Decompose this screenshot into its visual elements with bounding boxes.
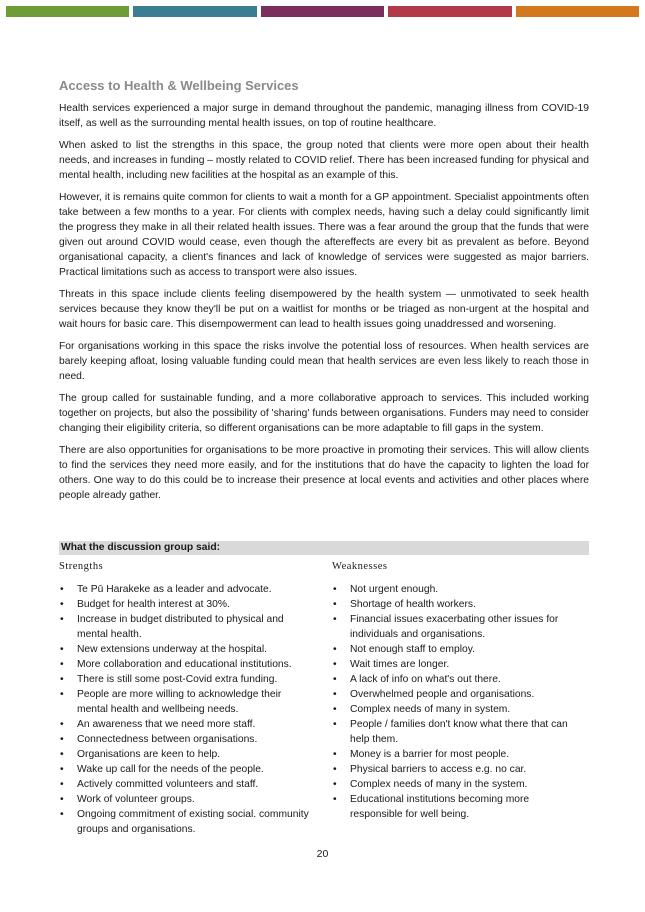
list-item: • People / families don't know what there that can help them.: [333, 719, 568, 745]
color-bar-green: [6, 6, 129, 17]
list-item: • Actively committed volunteers and staff.: [60, 779, 259, 790]
bullet-icon: •: [333, 674, 337, 685]
bullet-icon: •: [333, 749, 337, 760]
color-bar-orange: [516, 6, 639, 17]
weaknesses-list: [332, 582, 582, 822]
bullet-icon: •: [333, 584, 337, 595]
bullet-icon: •: [60, 794, 64, 805]
bullet-icon: •: [60, 764, 64, 775]
bullet-icon: •: [333, 689, 337, 700]
weaknesses-title: Weaknesses: [332, 561, 388, 572]
paragraph: However, it is remains quite common for clients to wait a month for a GP appointment. Specialist appointments often take between a few months to a year. For clients with complex needs, having such a delay could significantly limit the progress they make in all their related health issues. There was a fear around the group that the funds that were given out around COVID would cease, even though the aftereffects are every bit as prevalent as before. Beyond organisational capacity, a client's finances and lack of knowledge of services were suggested as major barriers. Practical limitations such as access to transport were also issues.: [59, 192, 589, 278]
list-item: • Physical barriers to access e.g. no car.: [333, 764, 527, 775]
bullet-icon: •: [333, 704, 337, 715]
list-item: • A lack of info on what's out there.: [333, 674, 501, 685]
list-item: • Not enough staff to employ.: [333, 644, 475, 655]
bullet-icon: •: [60, 614, 64, 625]
list-item: • Ongoing commitment of existing social. community groups and organisations.: [60, 809, 309, 835]
list-item: • Educational institutions becoming more responsible for well being.: [333, 794, 530, 820]
paragraph: Threats in this space include clients feeling disempowered by the health system — unmotivated to seek health services because they know they'll be put on a waitlist for months or be triaged as non-urgent at the hospital and wait hours for basic care. This disempowerment can lead to health issues going unaddressed and worsening.: [59, 289, 589, 330]
bullet-icon: •: [60, 734, 64, 745]
list-item: • People are more willing to acknowledge their mental health and wellbeing needs.: [60, 689, 282, 715]
bullet-icon: •: [60, 719, 64, 730]
bullet-icon: •: [60, 689, 64, 700]
bullet-icon: •: [333, 599, 337, 610]
paragraph: Health services experienced a major surge in demand throughout the pandemic, managing illness from COVID-19 itself, as well as the surrounding mental health issues, on top of routine healthcare.: [59, 103, 589, 129]
paragraph: The group called for sustainable funding, and a more collaborative approach to services. This included working together on projects, but also the possibility of 'sharing' funds between organisations. Funders may need to consider changing their eligibility criteria, so different organisations can be more adaptable to fill gaps in the system.: [59, 393, 589, 434]
bullet-icon: •: [60, 809, 64, 820]
list-item: • Money is a barrier for most people.: [333, 749, 510, 760]
list-item: • Not urgent enough.: [333, 584, 439, 595]
paragraph: For organisations working in this space the risks involve the potential loss of resources. When health services are barely keeping afloat, losing valuable funding could mean that health services are even less likely to reach those in need.: [59, 341, 589, 382]
color-bar-purple: [261, 6, 384, 17]
list-item: • New extensions underway at the hospital.: [60, 644, 268, 655]
bullet-icon: •: [333, 659, 337, 670]
weaknesses-column: [332, 561, 582, 822]
list-item: • More collaboration and educational institutions.: [60, 659, 292, 670]
bullet-icon: •: [333, 614, 337, 625]
list-item: • There is still some post-Covid extra funding.: [60, 674, 278, 685]
paragraph: There are also opportunities for organisations to be more proactive in promoting their services. This will allow clients to find the services they need more easily, and for the institutions that do have the capacity to lighten the load for others. One way to do this could be to increase their presence at local events and activities and other places where people already gather.: [59, 445, 589, 501]
bullet-icon: •: [60, 779, 64, 790]
bullet-icon: •: [333, 644, 337, 655]
bullet-icon: •: [60, 599, 64, 610]
list-item: • Work of volunteer groups.: [60, 794, 195, 805]
strengths-title: Strengths: [59, 561, 104, 572]
bullet-icon: •: [60, 674, 64, 685]
bullet-icon: •: [60, 584, 64, 595]
list-item: • Wait times are longer.: [333, 659, 450, 670]
list-item: • Financial issues exacerbating other issues for individuals and organisations.: [333, 614, 559, 640]
strengths-column: [59, 561, 309, 837]
header-color-bars: [6, 6, 639, 17]
list-item: • Shortage of health workers.: [333, 599, 476, 610]
list-item: • Budget for health interest at 30%.: [60, 599, 230, 610]
main-content: [59, 78, 589, 510]
list-item: • Increase in budget distributed to physical and mental health.: [60, 614, 284, 640]
strengths-list: [59, 582, 309, 837]
list-item: • Complex needs of many in system.: [333, 704, 511, 715]
list-item: • An awareness that we need more staff.: [60, 719, 256, 730]
bullet-icon: •: [333, 764, 337, 775]
list-item: • Overwhelmed people and organisations.: [333, 689, 535, 700]
list-item: • Te Pū Harakeke as a leader and advocate.: [60, 584, 272, 595]
bullet-icon: •: [60, 749, 64, 760]
bullet-icon: •: [60, 659, 64, 670]
section-title: Access to Health & Wellbeing Services: [59, 78, 299, 93]
bullet-icon: •: [333, 779, 337, 790]
bullet-icon: •: [333, 719, 337, 730]
color-bar-teal: [133, 6, 256, 17]
paragraph: When asked to list the strengths in this space, the group noted that clients were more open about their health needs, and increases in funding – mostly related to COVID relief. There has been increased funding for physical and mental health, including new facilities at the hospital as an example of this.: [59, 140, 589, 181]
bullet-icon: •: [333, 794, 337, 805]
list-item: • Connectedness between organisations.: [60, 734, 258, 745]
list-item: • Wake up call for the needs of the people.: [60, 764, 264, 775]
list-item: • Organisations are keen to help.: [60, 749, 221, 760]
discussion-group-heading: What the discussion group said:: [59, 541, 589, 555]
color-bar-red: [388, 6, 511, 17]
page-number: 20: [316, 848, 329, 860]
list-item: • Complex needs of many in the system.: [333, 779, 528, 790]
bullet-icon: •: [60, 644, 64, 655]
